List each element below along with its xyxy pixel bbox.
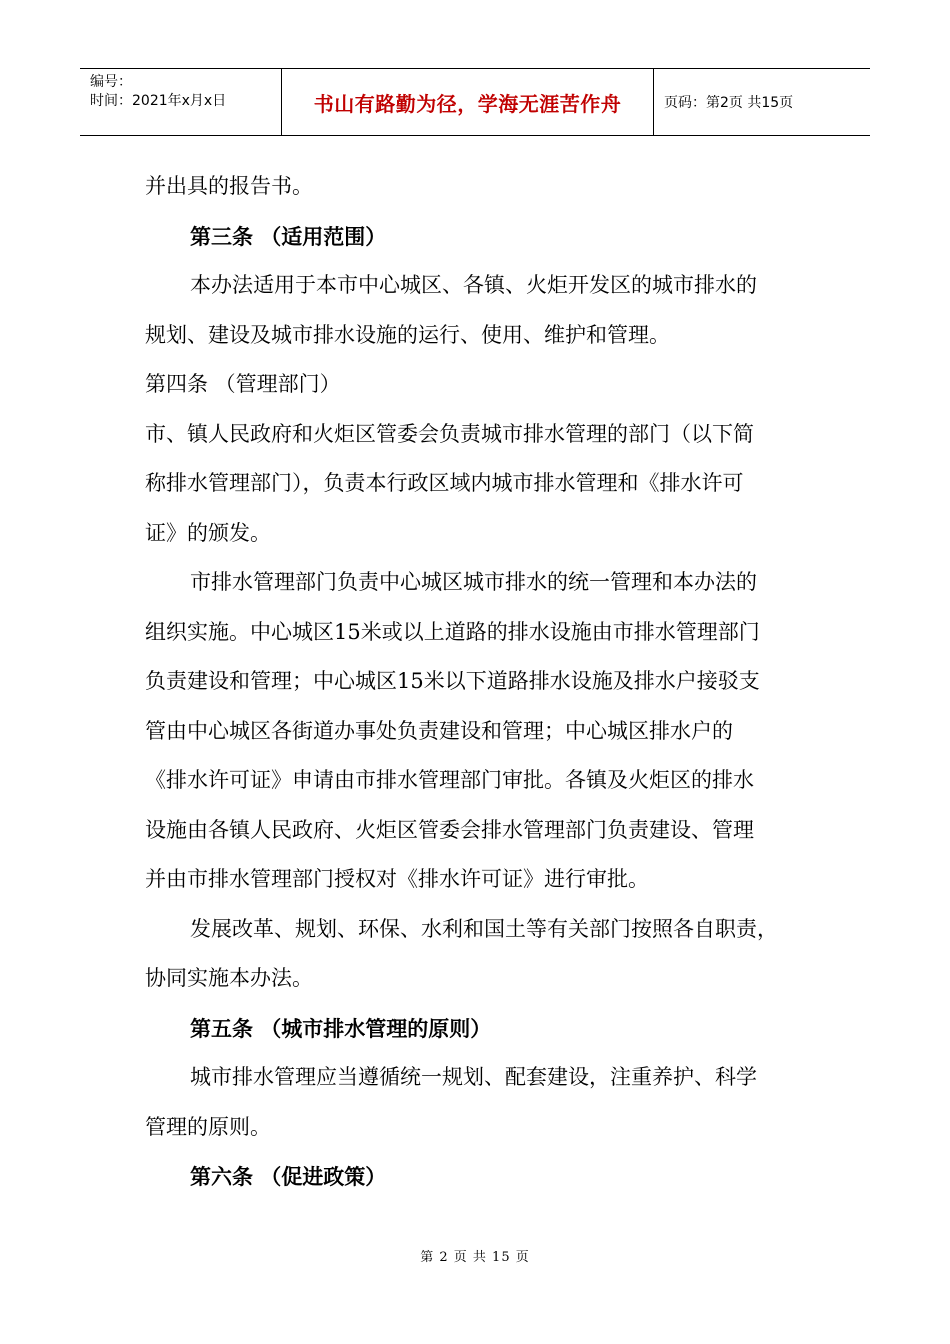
header-left-cell (80, 69, 282, 135)
article-heading-6: 第六条 （促进政策） (190, 1164, 387, 1189)
article-heading-5: 第五条 （城市排水管理的原则） (190, 1015, 492, 1041)
page-footer: 第 2 页 共 15 页 (420, 1250, 530, 1265)
article-heading-3: 第三条 （适用范围） (190, 223, 387, 249)
body-line: 管理的原则。 (145, 1114, 271, 1139)
body-line: 规划、建设及城市排水设施的运行、使用、维护和管理。 (145, 322, 670, 347)
document-number-label: 编号： (90, 74, 132, 90)
body-line: 设施由各镇人民政府、火炬区管委会排水管理部门负责建设、管理 (145, 817, 754, 842)
body-line: 《排水许可证》申请由市排水管理部门审批。各镇及火炬区的排水 (145, 768, 754, 792)
body-line: 并由市排水管理部门授权对《排水许可证》进行审批。 (145, 867, 649, 891)
header-page-info: 页码：第2页 共15页 (664, 95, 794, 111)
body-line: 本办法适用于本市中心城区、各镇、火炬开发区的城市排水的 (190, 273, 757, 297)
body-line: 组织实施。中心城区15米或以上道路的排水设施由市排水管理部门 (145, 619, 760, 644)
article-heading-4: 第四条 （管理部门） (145, 372, 341, 396)
document-date-label: 时间：2021年x月x日 (90, 93, 227, 109)
body-line: 发展改革、规划、环保、水利和国土等有关部门按照各自职责， (190, 916, 778, 941)
body-line: 称排水管理部门），负责本行政区域内城市排水管理和《排水许可 (145, 471, 744, 495)
body-line: 市、镇人民政府和火炬区管委会负责城市排水管理的部门（以下简 (145, 421, 754, 446)
body-line: 市排水管理部门负责中心城区城市排水的统一管理和本办法的 (190, 570, 757, 594)
body-line: 负责建设和管理；中心城区15米以下道路排水设施及排水户接驳支 (145, 669, 760, 693)
header-motto: 书山有路勤为径，学海无涯苦作舟 (282, 69, 654, 135)
body-line: 城市排水管理应当遵循统一规划、配套建设，注重养护、科学 (190, 1065, 757, 1089)
body-line: 证》的颁发。 (145, 520, 271, 545)
page-header (80, 68, 870, 136)
body-line: 管由中心城区各街道办事处负责建设和管理；中心城区排水户的 (145, 718, 733, 743)
document-body (145, 162, 805, 1202)
body-line: 并出具的报告书。 (145, 174, 313, 198)
body-line: 协同实施本办法。 (145, 966, 313, 990)
